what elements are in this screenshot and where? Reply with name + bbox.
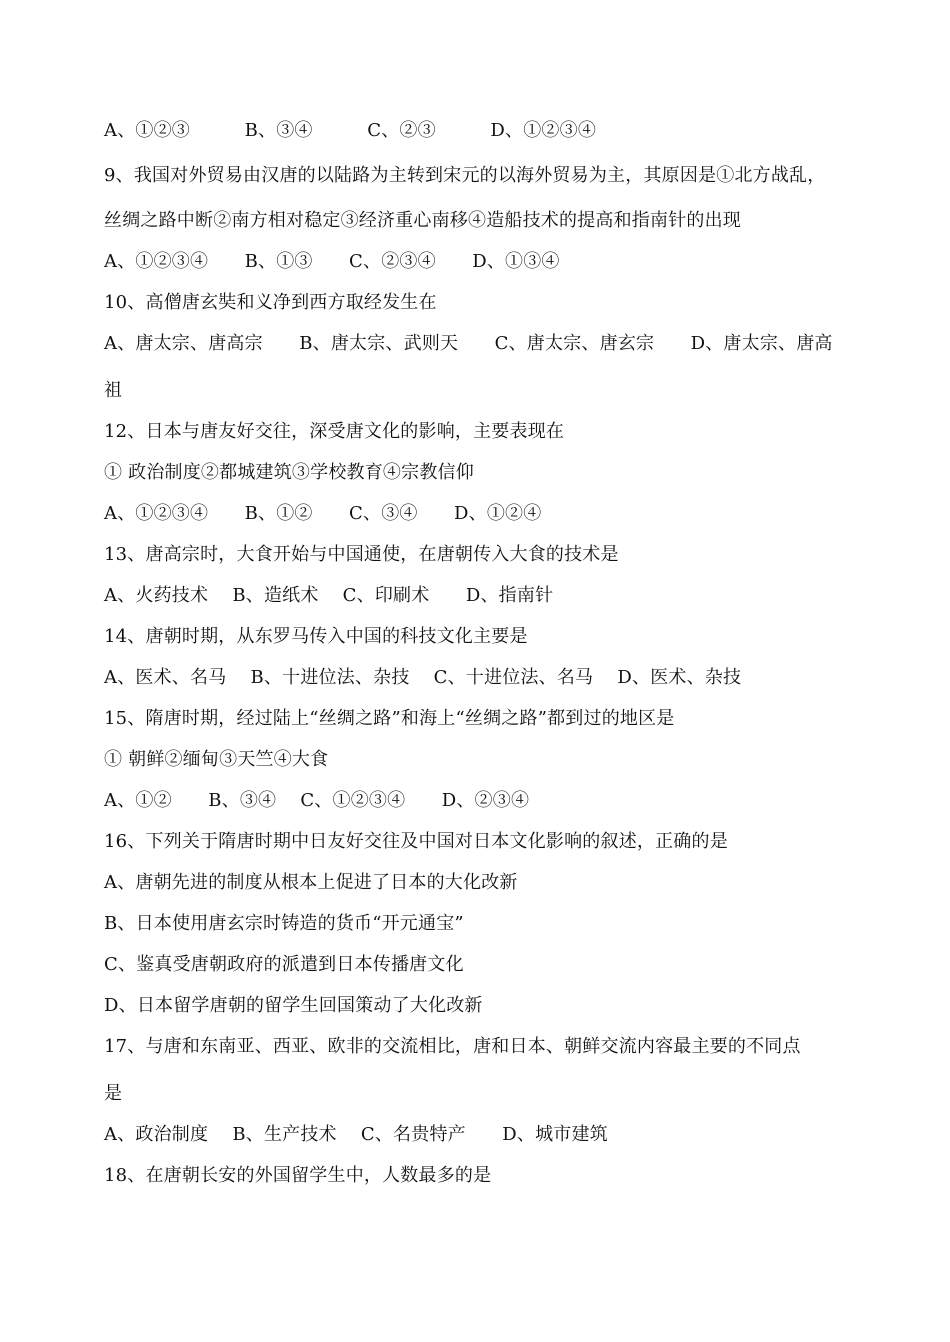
q9-stem: 9、我国对外贸易由汉唐的以陆路为主转到宋元的以海外贸易为主，其原因是①北方战乱， — [104, 165, 826, 186]
q9-stem-cont: 丝绸之路中断②南方相对稳定③经济重心南移④造船技术的提高和指南针的出现 — [104, 210, 741, 231]
q13-stem: 13、唐高宗时，大食开始与中国通使，在唐朝传入大食的技术是 — [104, 544, 619, 565]
q12-options: A、①②③④ B、①② C、③④ D、①②④ — [104, 503, 542, 524]
q15-options: A、①② B、③④ C、①②③④ D、②③④ — [104, 790, 530, 811]
q9-options: A、①②③④ B、①③ C、②③④ D、①③④ — [104, 251, 560, 272]
q10-stem: 10、高僧唐玄奘和义净到西方取经发生在 — [104, 292, 437, 313]
q8-options: A、①②③ B、③④ C、②③ D、①②③④ — [104, 120, 597, 141]
q14-options: A、医术、名马 B、十进位法、杂技 C、十进位法、名马 D、医术、杂技 — [104, 667, 742, 688]
q17-stem-cont: 是 — [104, 1083, 123, 1104]
q12-stem: 12、日本与唐友好交往，深受唐文化的影响，主要表现在 — [104, 421, 565, 442]
q16-stem: 16、下列关于隋唐时期中日友好交往及中国对日本文化影响的叙述，正确的是 — [104, 831, 728, 852]
q17-stem: 17、与唐和东南亚、西亚、欧非的交流相比，唐和日本、朝鲜交流内容最主要的不同点 — [104, 1036, 801, 1057]
q15-items: ① 朝鲜②缅甸③天竺④大食 — [104, 749, 329, 770]
q17-options: A、政治制度 B、生产技术 C、名贵特产 D、城市建筑 — [104, 1124, 608, 1145]
q14-stem: 14、唐朝时期，从东罗马传入中国的科技文化主要是 — [104, 626, 528, 647]
q10-options: A、唐太宗、唐高宗 B、唐太宗、武则天 C、唐太宗、唐玄宗 D、唐太宗、唐高 — [104, 333, 833, 354]
q13-options: A、火药技术 B、造纸术 C、印刷术 D、指南针 — [104, 585, 554, 606]
q16-option-b: B、日本使用唐玄宗时铸造的货币“开元通宝” — [104, 913, 464, 934]
q16-option-d: D、日本留学唐朝的留学生回国策动了大化改新 — [104, 995, 483, 1016]
q10-options-cont: 祖 — [104, 380, 123, 401]
q16-option-c: C、鉴真受唐朝政府的派遣到日本传播唐文化 — [104, 954, 464, 975]
q18-stem: 18、在唐朝长安的外国留学生中，人数最多的是 — [104, 1165, 492, 1186]
q16-option-a: A、唐朝先进的制度从根本上促进了日本的大化改新 — [104, 872, 518, 893]
q15-stem: 15、隋唐时期，经过陆上“丝绸之路”和海上“丝绸之路”都到过的地区是 — [104, 708, 675, 729]
q12-items: ① 政治制度②都城建筑③学校教育④宗教信仰 — [104, 462, 474, 483]
